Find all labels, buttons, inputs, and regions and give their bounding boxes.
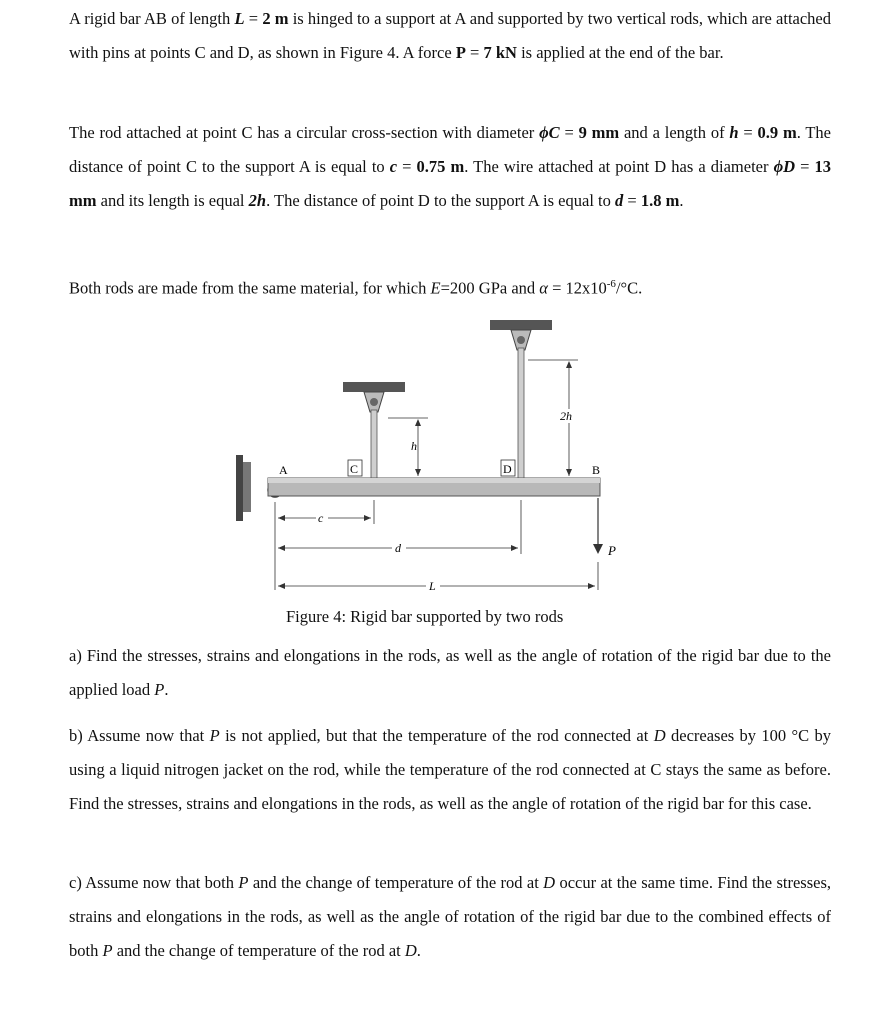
label-c: c [318,511,324,525]
value-P: 7 kN [483,43,517,62]
question-c [69,866,831,968]
symbol-c: c [389,157,398,176]
text: . [679,191,684,210]
symbol-d: d [615,191,624,210]
value-d: 1.8 m [640,191,680,210]
arrow-right [511,545,518,551]
wall-support [236,455,243,521]
label-P: P [608,543,616,558]
arrow-down [415,469,421,476]
symbol-D: D [653,726,666,745]
symbol-2h: 2h [248,191,267,210]
pin-D-top [517,336,525,344]
text: The rod attached at point C has a circular cross-section with diameter [69,123,540,142]
symbol-phiD: ϕD [773,157,796,176]
text: . [416,941,421,960]
text: is hinged to a support at A and supported by two vertical rods, which are attached with pins at points C and D, as shown in Figure 4. A force [69,9,831,62]
symbol-L: L [234,9,245,28]
label-2h: 2h [560,409,572,423]
text: = [244,9,263,28]
text: and the change of temperature of the rod at [112,941,405,960]
arrow-right [364,515,371,521]
text: b) Assume now that [69,726,210,745]
label-h: h [411,439,417,453]
text: = [795,157,815,176]
rigid-bar-diagram [228,312,628,602]
arrow-left [278,545,285,551]
label-C: C [350,462,359,476]
symbol-P: P [238,873,249,892]
symbol-h: h [729,123,739,142]
symbol-P: P [154,680,165,699]
rod-D [518,348,524,478]
symbol-P: P [102,941,113,960]
text: = [559,123,579,142]
symbol-phiC: ϕC [539,123,560,142]
ceiling-support-C [343,382,405,392]
text: = [465,43,484,62]
text: = 12x10 [547,278,607,298]
rod-C [371,410,377,478]
arrow-left [278,583,285,589]
symbol-E: E [430,278,441,298]
symbol-P: P [455,43,466,62]
value-phiC: 9 mm [578,123,620,142]
text: /°C. [615,278,643,298]
value-phiD: 13 mm [69,157,832,210]
text: . The distance of point C to the support A is equal to [69,123,831,176]
arrow-left [278,515,285,521]
text: = [397,157,417,176]
bar-highlight [268,478,600,483]
text: decreases by 100 °C by using a liquid nitrogen jacket on the rod, while the temperature of the rod connected at C stays the same as before. Find the stresses, strains and elongations in the rods, as well as the angle of rotation of the rigid bar for this case. [69,726,832,813]
text: and the change of temperature of the rod at [248,873,544,892]
text: and a length of [619,123,730,142]
text: =200 GPa and [440,278,540,298]
ceiling-support-D [490,320,552,330]
arrow-down [566,469,572,476]
text: is not applied, but that the temperature of the rod connected at [219,726,654,745]
figure-caption: Figure 4: Rigid bar supported by two rods [286,607,564,626]
rod-details-paragraph [69,116,831,218]
text: a) Find the stresses, strains and elongations in the rods, as well as the angle of rotation of the rigid bar due to the applied load [69,646,831,699]
text: = [738,123,758,142]
material-paragraph [69,267,831,306]
symbol-D: D [404,941,417,960]
question-b [69,719,831,821]
label-B: B [592,463,601,477]
problem-intro-paragraph [69,2,831,70]
text: A rigid bar AB of length [69,9,235,28]
arrow-right [588,583,595,589]
symbol-P: P [209,726,220,745]
symbol-D: D [543,873,556,892]
value-c: 0.75 m [416,157,465,176]
pin-C-top [370,398,378,406]
value-L: 2 m [262,9,289,28]
label-L: L [429,579,436,593]
figure-rigid-bar [228,312,628,602]
symbol-alpha: α [539,278,548,298]
text: occur at the same time. Find the stresses, strains and elongations in the rods, as well as the angle of rotation of the rigid bar due to the combined effects of both [69,873,831,960]
text: = [623,191,641,210]
arrow-up [566,361,572,368]
text: Both rods are made from the same material, for which [69,278,431,298]
force-P-arrow [593,544,603,554]
exponent: -6 [606,278,616,290]
support-bracket [243,462,251,512]
text: and its length is equal [96,191,249,210]
text: c) Assume now that both [69,873,239,892]
label-d: d [395,541,401,555]
text: is applied at the end of the bar. [516,43,724,62]
label-D: D [503,462,512,476]
value-h: 0.9 m [757,123,797,142]
text: . The distance of point D to the support A is equal to [266,191,615,210]
arrow-up [415,419,421,426]
text: . [164,680,169,699]
label-A: A [279,463,288,477]
question-a [69,639,831,707]
text: . The wire attached at point D has a diameter [464,157,774,176]
